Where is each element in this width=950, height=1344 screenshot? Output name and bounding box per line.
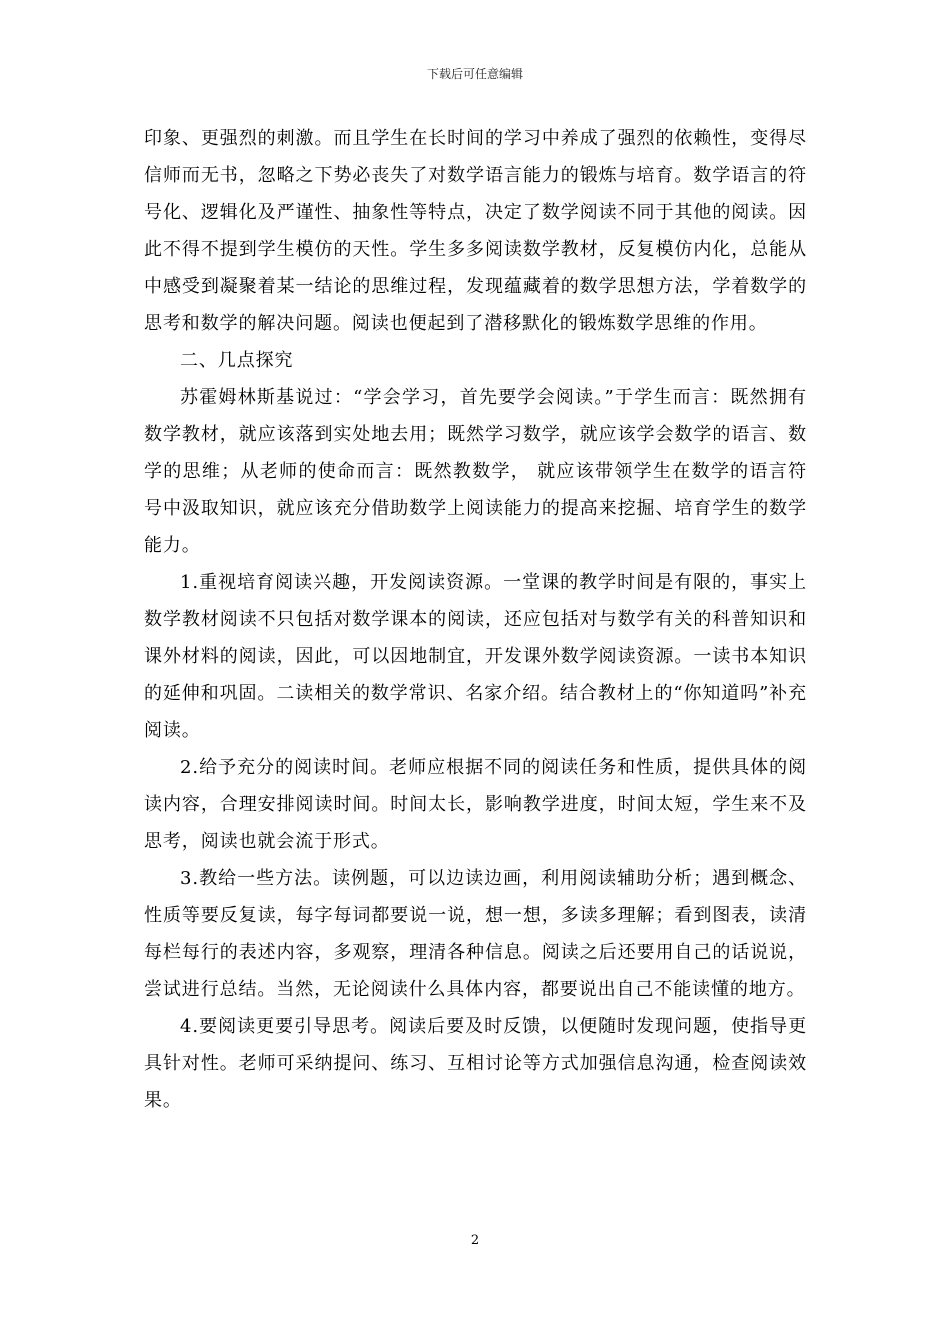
list-item-4: 4.要阅读更要引导思考。阅读后要及时反馈，以便随时发现问题，使指导更具针对性。老师可采纳提问、练习、互相讨论等方式加强信息沟通，检查阅读效果。	[144, 1016, 807, 1111]
page-header: 下载后可任意编辑	[426, 67, 523, 81]
section-heading: 二、几点探究	[180, 350, 294, 371]
list-item-3: 3.教给一些方法。读例题，可以边读边画，利用阅读辅助分析；遇到概念、性质等要反复读，每字每词都要说一说，想一想，多读多理解；看到图表，读清每栏每行的表述内容，多观察，理清各种信息。阅读之后还要用自己的话说说，尝试进行总结。当然，无论阅读什么具体内容，都要说出自己不能读懂的地方。	[144, 868, 807, 1000]
page-number: 2	[470, 1233, 480, 1248]
list-item-2: 2.给予充分的阅读时间。老师应根据不同的阅读任务和性质，提供具体的阅读内容，合理安排阅读时间。时间太长，影响教学进度，时间太短，学生来不及思考，阅读也就会流于形式。	[144, 757, 807, 852]
paragraph-continuation: 印象、更强烈的刺激。而且学生在长时间的学习中养成了强烈的依赖性，变得尽信师而无书，忽略之下势必丧失了对数学语言能力的锻炼与培育。数学语言的符号化、逻辑化及严谨性、抽象性等特点，决定了数学阅读不同于其他的阅读。因此不得不提到学生模仿的天性。学生多多阅读数学教材，反复模仿内化，总能从中感受到凝聚着某一结论的思维过程，发现蕴藏着的数学思想方法，学着数学的思考和数学的解决问题。阅读也便起到了潜移默化的锻炼数学思维的作用。	[144, 128, 807, 334]
document-body	[144, 120, 807, 1119]
paragraph-quote: 苏霍姆林斯基说过：“学会学习，首先要学会阅读。”于学生而言：既然拥有数学教材，就应该落到实处地去用；既然学习数学，就应该学会数学的语言、数学的思维；从老师的使命而言：既然教数学， 就应该带领学生在数学的语言符号中汲取知识，就应该充分借助数学上阅读能力的提高来挖掘、培育学生的数学能力。	[144, 387, 807, 556]
list-item-1: 1.重视培育阅读兴趣，开发阅读资源。一堂课的教学时间是有限的，事实上数学教材阅读不只包括对数学课本的阅读，还应包括对与数学有关的科普知识和课外材料的阅读，因此，可以因地制宜，开发课外数学阅读资源。一读书本知识的延伸和巩固。二读相关的数学常识、名家介绍。结合教材上的“你知道吗”补充阅读。	[144, 572, 807, 741]
